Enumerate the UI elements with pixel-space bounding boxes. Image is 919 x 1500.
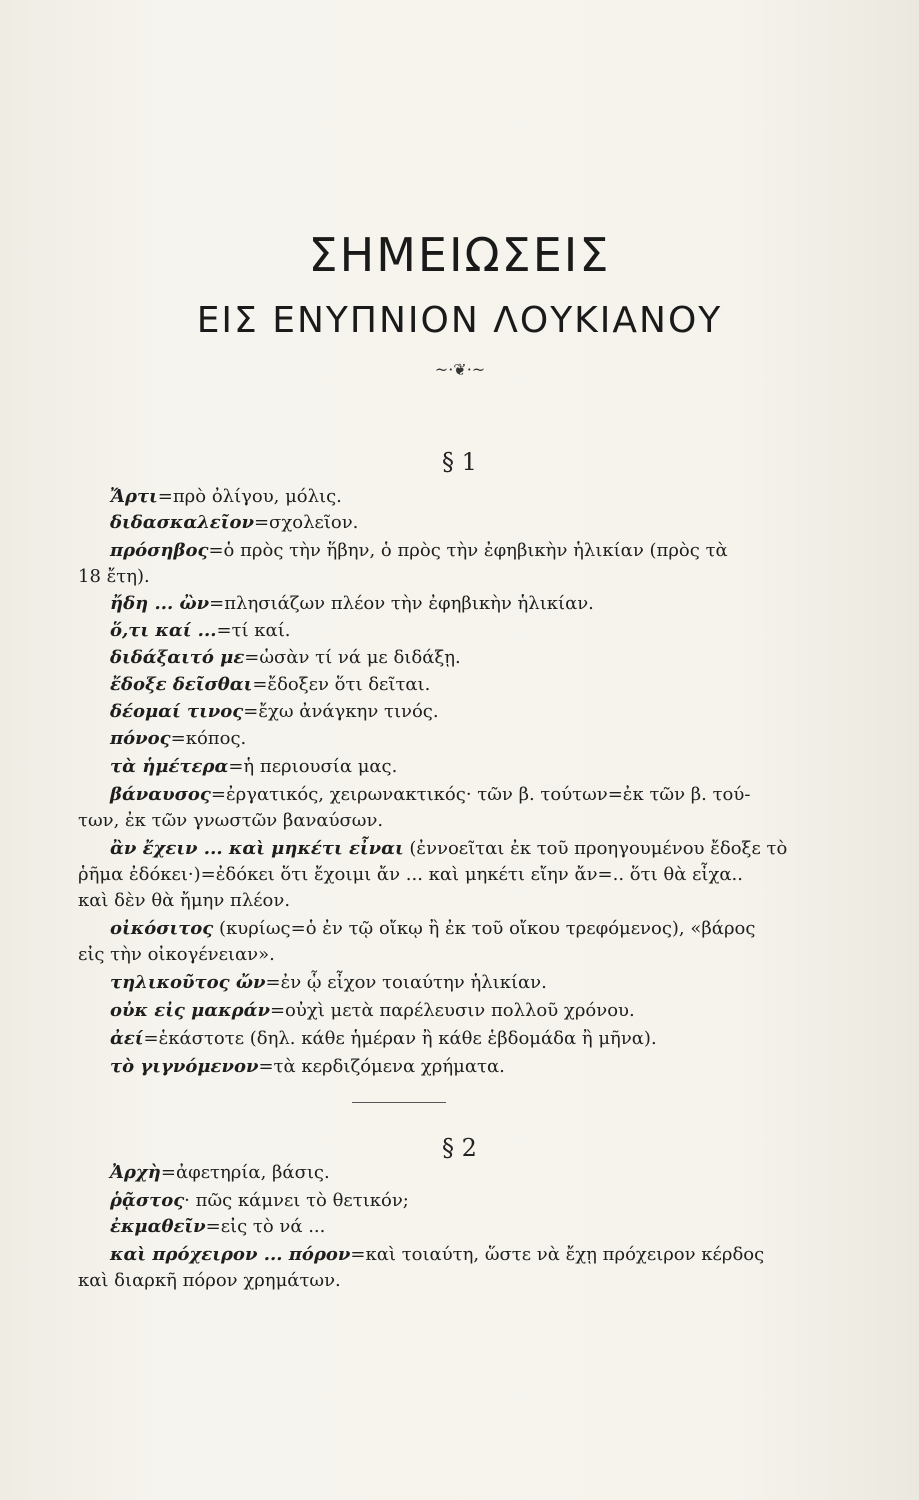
note-term: πρόσηβος	[110, 540, 209, 561]
note-line	[78, 942, 768, 968]
note-text: =καὶ τοιαύτη, ὥστε νὰ ἔχῃ πρόχειρον κέρδος	[350, 1244, 765, 1265]
note-text: =ἑκάστοτε (δηλ. κάθε ἡμέραν ἢ κάθε ἑβδομάδα ἢ μῆνα).	[143, 1028, 657, 1049]
note-term: οὐκ εἰς μακράν	[110, 1000, 270, 1021]
note-line	[110, 1160, 800, 1186]
note-text: =ὁ πρὸς τὴν ἥβην, ὁ πρὸς τὴν ἐφηβικὴν ἡλικίαν (πρὸς τὰ	[208, 540, 728, 561]
note-term: ὅ,τι καί ...	[110, 620, 217, 641]
note-term: βάναυσος	[110, 784, 211, 805]
note-text: =τὰ κερδιζόμενα χρήματα.	[258, 1056, 505, 1077]
note-text: =κόπος.	[170, 728, 247, 749]
note-term: διδάξαιτό με	[110, 647, 245, 668]
note-text: (ἐννοεῖται ἐκ τοῦ προηγουμένου ἔδοξε τὸ	[403, 838, 788, 859]
note-text: των, ἐκ τῶν γνωστῶν βαναύσων.	[78, 810, 384, 831]
note-text: =τί καί.	[216, 620, 291, 641]
note-term: καὶ πρόχειρον ... πόρον	[110, 1244, 351, 1265]
note-term: πόνος	[110, 728, 171, 749]
note-term: διδασκαλεῖον	[110, 512, 254, 533]
note-line	[110, 510, 800, 536]
note-text: =σχολεῖον.	[253, 512, 359, 533]
note-line	[78, 862, 768, 888]
note-text: καὶ διαρκῆ πόρον χρημάτων.	[78, 1270, 341, 1291]
note-text: =πρὸ ὀλίγου, μόλις.	[157, 486, 342, 507]
note-line	[110, 726, 800, 752]
note-term: ἐκμαθεῖν	[110, 1216, 206, 1237]
note-term: Ἄρτι	[110, 486, 158, 507]
section-1-heading: § 1	[442, 448, 477, 476]
note-text: =ἐν ᾧ εἶχον τοιαύτην ἡλικίαν.	[265, 972, 547, 993]
title-ornament: ~·❦·~	[434, 360, 486, 379]
note-text: (κυρίως=ὁ ἐν τῷ οἴκῳ ἢ ἐκ τοῦ οἴκου τρεφόμενος), «βάρος	[213, 918, 756, 939]
note-line	[110, 916, 800, 942]
note-line	[110, 484, 800, 510]
note-line	[110, 618, 800, 644]
note-term: ἤδη ... ὢν	[110, 593, 210, 614]
note-line	[110, 1188, 800, 1214]
note-term: τὰ ἡμέτερα	[110, 756, 229, 777]
section-2-heading: § 2	[442, 1134, 477, 1162]
note-text: =ἀφετηρία, βάσις.	[160, 1162, 330, 1183]
note-line	[110, 1242, 800, 1268]
note-term: οἰκόσιτος	[110, 918, 214, 939]
note-line	[110, 1214, 800, 1240]
note-term: δέομαί τινος	[110, 701, 244, 722]
note-text: =οὐχὶ μετὰ παρέλευσιν πολλοῦ χρόνου.	[269, 1000, 635, 1021]
note-line	[110, 672, 800, 698]
note-line	[110, 699, 800, 725]
section-divider	[352, 1102, 446, 1103]
note-term: τὸ γιγνόμενον	[110, 1056, 259, 1077]
note-term: ἀεί	[110, 1028, 144, 1049]
note-line	[110, 538, 800, 564]
note-term: τηλικοῦτος ὤν	[110, 972, 266, 993]
note-line	[110, 998, 800, 1024]
note-text: καὶ δὲν θὰ ἤμην πλέον.	[78, 890, 291, 911]
note-term: ῥᾷστος	[110, 1190, 185, 1211]
page-subtitle: ΕΙΣ ΕΝΥΠΝΙΟΝ ΛΟΥΚΙΑΝΟΥ	[196, 300, 723, 341]
note-line	[110, 1054, 800, 1080]
note-text: 18 ἔτη).	[78, 566, 150, 587]
page-title: ΣΗΜΕΙΩΣΕΙΣ	[308, 228, 611, 282]
note-text: =ἔχω ἀνάγκην τινός.	[243, 701, 439, 722]
note-text: ῥῆμα ἐδόκει·)=ἐδόκει ὅτι ἔχοιμι ἄν ... καὶ μηκέτι εἴην ἄν=.. ὅτι θὰ εἶχα..	[78, 864, 743, 885]
note-term: ἔδοξε δεῖσθαι	[110, 674, 253, 695]
note-text: εἰς τὴν οἰκογένειαν».	[78, 944, 275, 965]
note-text: =ὡσὰν τί νά με διδάξῃ.	[244, 647, 461, 668]
note-text: · πῶς κάμνει τὸ θετικόν;	[184, 1190, 409, 1211]
note-line	[110, 591, 800, 617]
note-text: =ἔδοξεν ὅτι δεῖται.	[252, 674, 431, 695]
note-line	[78, 564, 768, 590]
note-line	[78, 888, 768, 914]
note-line	[110, 782, 800, 808]
note-line	[110, 836, 800, 862]
note-text: =ἐργατικός, χειρωνακτικός· τῶν β. τούτων=ἐκ τῶν β. τού-	[210, 784, 751, 805]
note-line	[110, 970, 800, 996]
note-text: =εἰς τὸ νά ...	[205, 1216, 326, 1237]
note-text: =ἡ περιουσία μας.	[228, 756, 398, 777]
note-term: Ἀρχὴ	[110, 1162, 161, 1183]
note-line	[110, 754, 800, 780]
note-line	[78, 808, 768, 834]
note-line	[110, 645, 800, 671]
note-text: =πλησιάζων πλέον τὴν ἐφηβικὴν ἡλικίαν.	[209, 593, 594, 614]
note-term: ἂν ἔχειν ... καὶ μηκέτι εἶναι	[110, 838, 404, 859]
note-line	[110, 1026, 800, 1052]
note-line	[78, 1268, 768, 1294]
